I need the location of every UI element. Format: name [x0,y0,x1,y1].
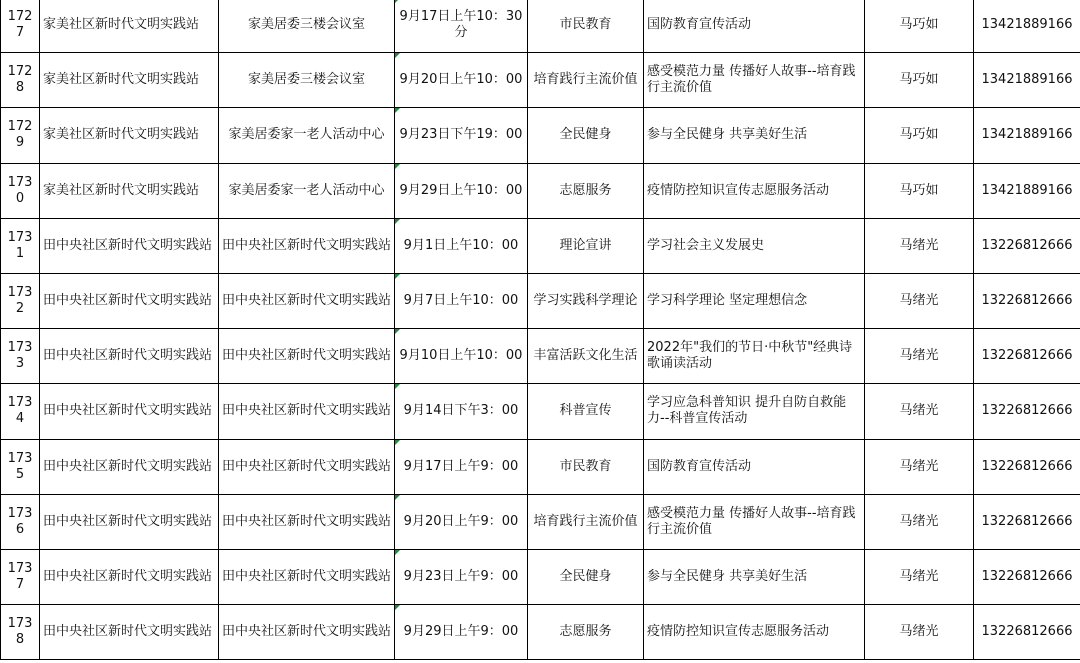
contact-person-cell[interactable]: 马绪光 [865,329,974,384]
activity-cell[interactable]: 疫情防控知识宣传志愿服务活动 [644,605,865,660]
row-number-cell[interactable]: 1728 [1,53,40,108]
time-cell[interactable]: 9月10日上午10：00 [395,329,528,384]
time-cell[interactable]: 9月17日上午9：00 [395,439,528,494]
row-number-cell[interactable]: 1733 [1,329,40,384]
row-number-cell[interactable]: 1734 [1,384,40,439]
phone-cell[interactable]: 13226812666 [974,384,1080,439]
contact-person-cell[interactable]: 马绪光 [865,384,974,439]
phone-cell[interactable]: 13226812666 [974,549,1080,604]
time-cell[interactable]: 9月7日上午10：00 [395,273,528,328]
venue-cell[interactable]: 家美居委三楼会议室 [219,53,395,108]
station-cell[interactable]: 家美社区新时代文明实践站 [40,0,219,53]
station-cell[interactable]: 田中央社区新时代文明实践站 [40,494,219,549]
station-cell[interactable]: 田中央社区新时代文明实践站 [40,605,219,660]
venue-cell[interactable]: 田中央社区新时代文明实践站 [219,439,395,494]
row-number-cell[interactable]: 1730 [1,163,40,218]
row-number-cell[interactable]: 1737 [1,549,40,604]
phone-cell[interactable]: 13226812666 [974,494,1080,549]
category-cell[interactable]: 志愿服务 [528,163,644,218]
table-row [1,163,1080,218]
category-cell[interactable]: 全民健身 [528,108,644,163]
category-cell[interactable]: 全民健身 [528,549,644,604]
station-cell[interactable]: 田中央社区新时代文明实践站 [40,549,219,604]
contact-person-cell[interactable]: 马巧如 [865,53,974,108]
category-cell[interactable]: 科普宣传 [528,384,644,439]
venue-cell[interactable]: 田中央社区新时代文明实践站 [219,273,395,328]
activity-cell[interactable]: 感受模范力量 传播好人故事--培育践行主流价值 [644,494,865,549]
category-cell[interactable]: 志愿服务 [528,605,644,660]
row-number-cell[interactable]: 1736 [1,494,40,549]
category-cell[interactable]: 市民教育 [528,439,644,494]
contact-person-cell[interactable]: 马绪光 [865,549,974,604]
activity-cell[interactable]: 参与全民健身 共享美好生活 [644,108,865,163]
row-number-cell[interactable]: 1738 [1,605,40,660]
table-row [1,218,1080,273]
phone-cell[interactable]: 13226812666 [974,218,1080,273]
table-row [1,384,1080,439]
phone-cell[interactable]: 13226812666 [974,439,1080,494]
station-cell[interactable]: 田中央社区新时代文明实践站 [40,273,219,328]
category-cell[interactable]: 培育践行主流价值 [528,494,644,549]
venue-cell[interactable]: 家美居委三楼会议室 [219,0,395,53]
activity-cell[interactable]: 2022年"我们的节日·中秋节"经典诗歌诵读活动 [644,329,865,384]
station-cell[interactable]: 家美社区新时代文明实践站 [40,163,219,218]
activity-cell[interactable]: 感受模范力量 传播好人故事--培育践行主流价值 [644,53,865,108]
table-row [1,329,1080,384]
station-cell[interactable]: 田中央社区新时代文明实践站 [40,384,219,439]
activity-cell[interactable]: 国防教育宣传活动 [644,439,865,494]
table-row [1,494,1080,549]
time-cell[interactable]: 9月20日上午10：00 [395,53,528,108]
category-cell[interactable]: 学习实践科学理论 [528,273,644,328]
category-cell[interactable]: 培育践行主流价值 [528,53,644,108]
contact-person-cell[interactable]: 马绪光 [865,218,974,273]
station-cell[interactable]: 田中央社区新时代文明实践站 [40,329,219,384]
phone-cell[interactable]: 13226812666 [974,329,1080,384]
table-row [1,273,1080,328]
contact-person-cell[interactable]: 马巧如 [865,108,974,163]
phone-cell[interactable]: 13421889166 [974,53,1080,108]
venue-cell[interactable]: 田中央社区新时代文明实践站 [219,605,395,660]
time-cell[interactable]: 9月23日下午19：00 [395,108,528,163]
contact-person-cell[interactable]: 马绪光 [865,439,974,494]
phone-cell[interactable]: 13226812666 [974,273,1080,328]
venue-cell[interactable]: 田中央社区新时代文明实践站 [219,384,395,439]
venue-cell[interactable]: 家美居委家一老人活动中心 [219,163,395,218]
time-cell[interactable]: 9月17日上午10：30分 [395,0,528,53]
time-cell[interactable]: 9月14日下午3：00 [395,384,528,439]
table-body [1,0,1080,660]
phone-cell[interactable]: 13421889166 [974,0,1080,53]
category-cell[interactable]: 理论宣讲 [528,218,644,273]
row-number-cell[interactable]: 1731 [1,218,40,273]
category-cell[interactable]: 丰富活跃文化生活 [528,329,644,384]
table-row [1,549,1080,604]
table-row [1,53,1080,108]
activity-cell[interactable]: 学习社会主义发展史 [644,218,865,273]
activity-cell[interactable]: 疫情防控知识宣传志愿服务活动 [644,163,865,218]
time-cell[interactable]: 9月20日上午9：00 [395,494,528,549]
activity-cell[interactable]: 国防教育宣传活动 [644,0,865,53]
station-cell[interactable]: 家美社区新时代文明实践站 [40,53,219,108]
phone-cell[interactable]: 13421889166 [974,108,1080,163]
station-cell[interactable]: 田中央社区新时代文明实践站 [40,439,219,494]
phone-cell[interactable]: 13421889166 [974,163,1080,218]
phone-cell[interactable]: 13226812666 [974,605,1080,660]
table-row [1,605,1080,660]
venue-cell[interactable]: 家美居委家一老人活动中心 [219,108,395,163]
time-cell[interactable]: 9月23日上午9：00 [395,549,528,604]
contact-person-cell[interactable]: 马绪光 [865,494,974,549]
table-row [1,439,1080,494]
time-cell[interactable]: 9月29日上午9：00 [395,605,528,660]
table-row [1,108,1080,163]
station-cell[interactable]: 田中央社区新时代文明实践站 [40,218,219,273]
station-cell[interactable]: 家美社区新时代文明实践站 [40,108,219,163]
activity-cell[interactable]: 参与全民健身 共享美好生活 [644,549,865,604]
category-cell[interactable]: 市民教育 [528,0,644,53]
venue-cell[interactable]: 田中央社区新时代文明实践站 [219,549,395,604]
venue-cell[interactable]: 田中央社区新时代文明实践站 [219,494,395,549]
row-number-cell[interactable]: 1732 [1,273,40,328]
time-cell[interactable]: 9月29日上午10：00 [395,163,528,218]
row-number-cell[interactable]: 1729 [1,108,40,163]
row-number-cell[interactable]: 1727 [1,0,40,53]
row-number-cell[interactable]: 1735 [1,439,40,494]
contact-person-cell[interactable]: 马绪光 [865,273,974,328]
activity-cell[interactable]: 学习科学理论 坚定理想信念 [644,273,865,328]
venue-cell[interactable]: 田中央社区新时代文明实践站 [219,218,395,273]
time-cell[interactable]: 9月1日上午10：00 [395,218,528,273]
venue-cell[interactable]: 田中央社区新时代文明实践站 [219,329,395,384]
contact-person-cell[interactable]: 马巧如 [865,0,974,53]
contact-person-cell[interactable]: 马绪光 [865,605,974,660]
table-row [1,0,1080,53]
activity-cell[interactable]: 学习应急科普知识 提升自防自救能力--科普宣传活动 [644,384,865,439]
contact-person-cell[interactable]: 马巧如 [865,163,974,218]
